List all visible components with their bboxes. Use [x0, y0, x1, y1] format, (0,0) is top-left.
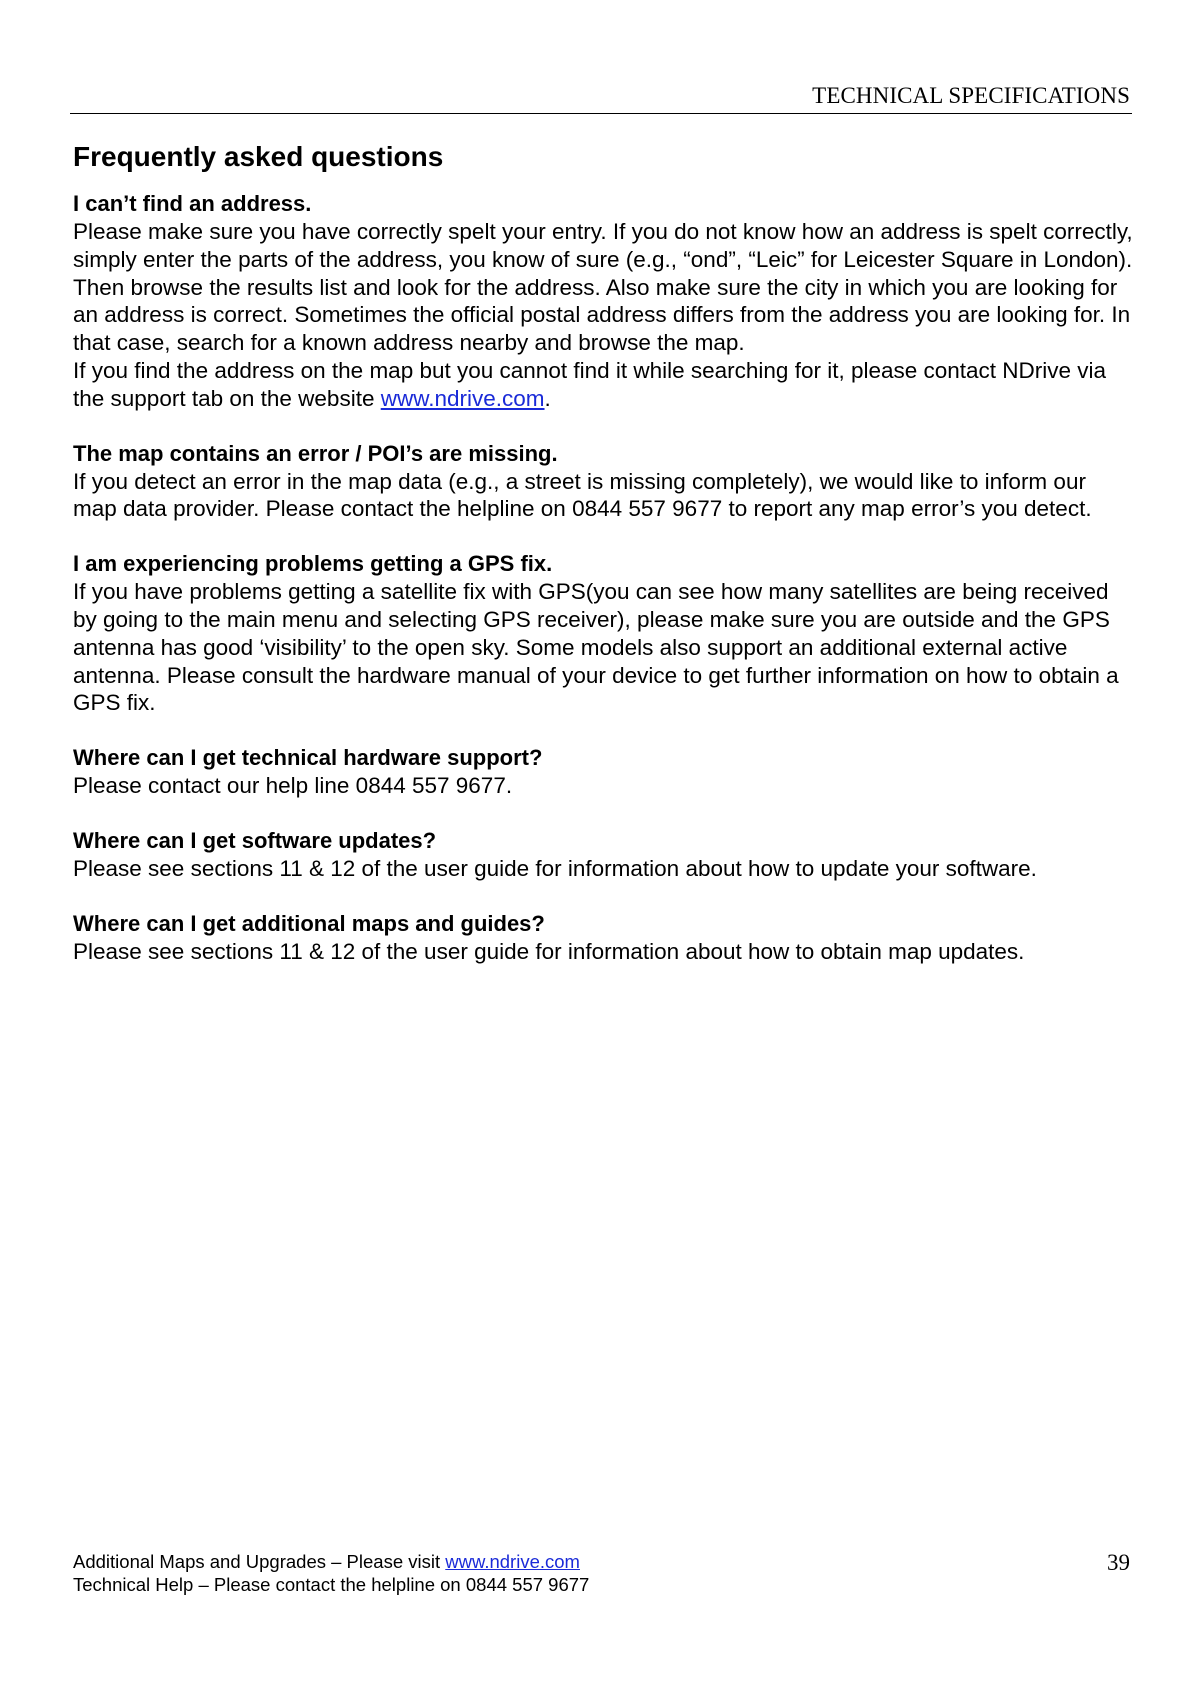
page-number: 39 — [1107, 1550, 1130, 1575]
ndrive-website-link[interactable]: www.ndrive.com — [380, 385, 545, 411]
faq-question: I am experiencing problems getting a GPS fix. — [73, 551, 553, 577]
header-rule — [70, 113, 1132, 114]
faq-item-address — [73, 190, 1133, 413]
faq-answer: If you have problems getting a satellite fix with GPS(you can see how many satellites are being received by going to the main menu and selecting GPS receiver), please make sure you are outside and the GPS antenna has good ‘visibility’ to the open sky. Some models also support an additional external active antenna. Please consult the hardware manual of your device to get further information on how to obtain a GPS fix. — [73, 579, 1119, 716]
faq-question: I can’t find an address. — [73, 191, 312, 216]
faq-answer-period: . — [544, 385, 551, 411]
faq-item-map-error — [73, 440, 1133, 524]
faq-answer: If you detect an error in the map data (e.g., a street is missing completely), we would like to inform our map data provider. Please contact the helpline on 0844 557 9677 to report any map error’s you detect. — [73, 468, 1092, 522]
faq-item-software-updates — [73, 827, 1133, 883]
page-title: Frequently asked questions — [73, 141, 444, 172]
faq-answer-contact — [73, 357, 1133, 413]
faq-question: Where can I get technical hardware support? — [73, 745, 543, 771]
page-footer — [73, 1550, 1133, 1596]
faq-question: The map contains an error / POI’s are missing. — [73, 440, 558, 466]
faq-answer-text: If you find the address on the map but you cannot find it while searching for it, please contact NDrive via the support tab on the website — [73, 357, 1107, 411]
faq-item-additional-maps — [73, 910, 1133, 966]
faq-answer: Please contact our help line 0844 557 9677. — [73, 773, 513, 799]
faq-item-gps-fix — [73, 550, 1133, 717]
footer-maps-line — [73, 1550, 1133, 1573]
faq-question: Where can I get additional maps and guides? — [73, 910, 545, 936]
faq-answer: Please make sure you have correctly spelt your entry. If you do not know how an address is spelt correctly, simply enter the parts of the address, you know of sure (e.g., “ond”, “Leic” for Leicester Square in London). Then browse the results list and look for the address. Also make sure the city in which you are looking for an address is correct. Sometimes the official postal address differs from the address you are looking for. In that case, search for a known address nearby and browse the map. — [73, 219, 1133, 356]
faq-question: Where can I get software updates? — [73, 827, 437, 853]
footer-ndrive-link[interactable]: www.ndrive.com — [445, 1551, 580, 1572]
footer-maps-text: Additional Maps and Upgrades – Please visit — [73, 1551, 446, 1572]
footer-help-line: Technical Help – Please contact the helpline on 0844 557 9677 — [73, 1574, 590, 1595]
faq-item-hardware-support — [73, 744, 1133, 800]
faq-answer: Please see sections 11 & 12 of the user guide for information about how to obtain map updates. — [73, 938, 1025, 964]
faq-answer: Please see sections 11 & 12 of the user guide for information about how to update your software. — [73, 855, 1037, 881]
page-content — [73, 140, 1133, 993]
running-header: TECHNICAL SPECIFICATIONS — [812, 83, 1130, 108]
